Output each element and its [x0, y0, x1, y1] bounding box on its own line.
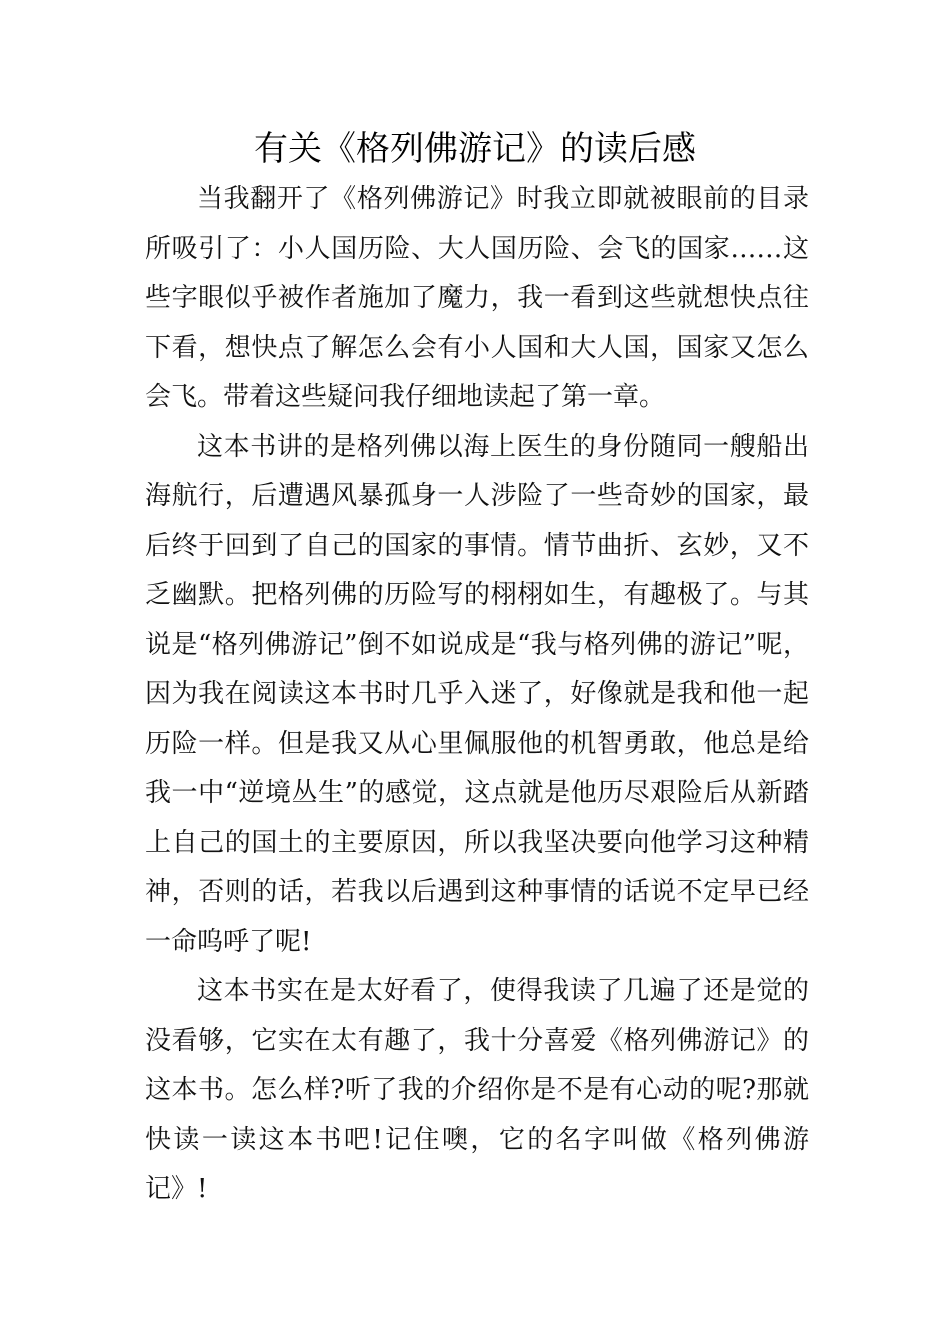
paragraph-1: 当我翻开了《格列佛游记》时我立即就被眼前的目录所吸引了：小人国历险、大人国历险、会飞的国家……这些字眼似乎被作者施加了魔力，我一看到这些就想快点往下看，想快点了解怎么会有小人国和大人国，国家又怎么会飞。带着这些疑问我仔细地读起了第一章。 — [145, 184, 809, 412]
document-body — [145, 175, 809, 1215]
paragraph-3: 这本书实在是太好看了，使得我读了几遍了还是觉的没看够，它实在太有趣了，我十分喜爱《格列佛游记》的这本书。怎么样?听了我的介绍你是不是有心动的呢?那就快读一读这本书吧!记住噢，它的名字叫做《格列佛游记》! — [145, 976, 809, 1204]
paragraph-2: 这本书讲的是格列佛以海上医生的身份随同一艘船出海航行，后遭遇风暴孤身一人涉险了一些奇妙的国家，最后终于回到了自己的国家的事情。情节曲折、玄妙，又不乏幽默。把格列佛的历险写的栩栩如生，有趣极了。与其说是“格列佛游记”倒不如说成是“我与格列佛的游记”呢，因为我在阅读这本书时几乎入迷了，好像就是我和他一起历险一样。但是我又从心里佩服他的机智勇敢，他总是给我一中“逆境丛生”的感觉，这点就是他历尽艰险后从新踏上自己的国土的主要原因，所以我坚决要向他学习这种精神，否则的话，若我以后遇到这种事情的话说不定早已经一命呜呼了呢! — [145, 431, 809, 957]
document-title: 有关《格列佛游记》的读后感 — [254, 129, 696, 169]
